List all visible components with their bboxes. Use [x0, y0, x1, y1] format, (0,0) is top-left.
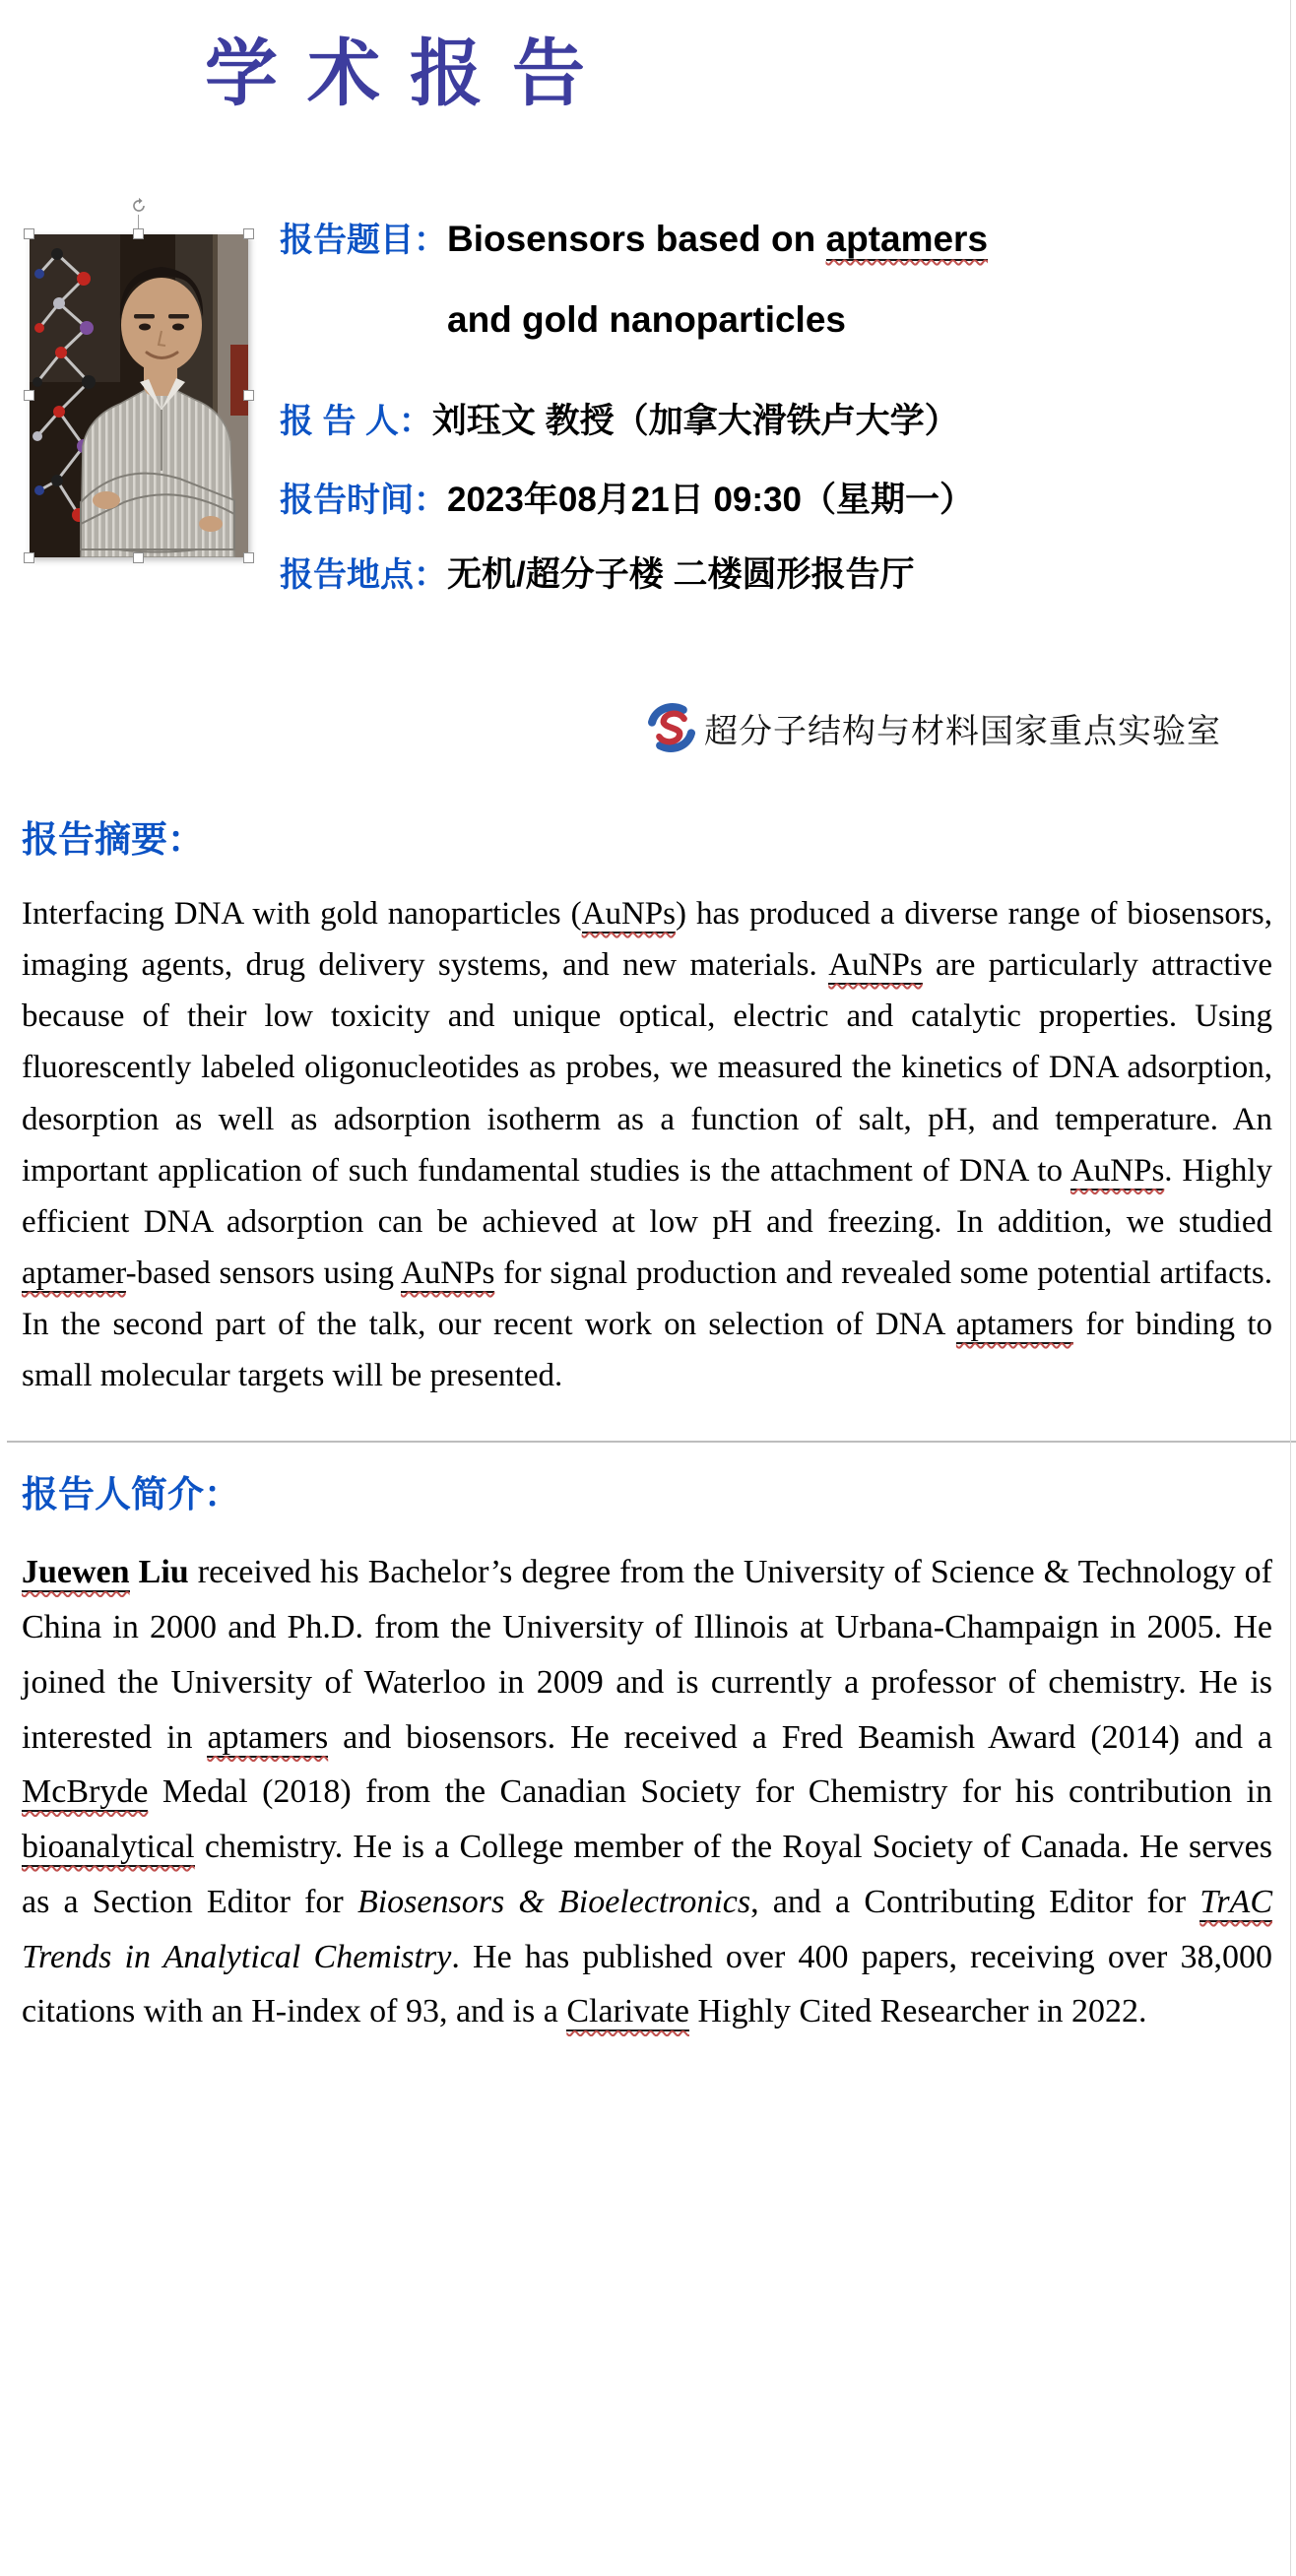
text-segment: [130, 1554, 139, 1590]
photo-column: [0, 211, 248, 597]
abstract-heading: 报告摘要：: [22, 819, 204, 860]
text-segment: McBryde: [22, 1773, 149, 1811]
text-segment: Biosensors & Bioelectronics: [356, 1883, 751, 1920]
lab-logo-icon: [643, 699, 700, 756]
text-segment: TrAC: [1199, 1883, 1273, 1920]
text-segment: and biosensors. He received a Fred Beamish Award (2014) and a: [328, 1718, 1272, 1756]
lab-name: 超分子结构与材料国家重点实验室: [704, 713, 1221, 750]
detail-row-location: [280, 547, 1296, 597]
text-segment: Interfacing DNA with gold nanoparticles (: [22, 896, 582, 932]
text-segment: AuNPs: [400, 1255, 495, 1291]
detail-row-time: [280, 473, 1296, 522]
hero-section: [0, 211, 1296, 597]
detail-row-speaker: [280, 394, 1296, 443]
detail-value-title: [447, 219, 1296, 341]
seminar-details: [248, 211, 1296, 597]
text-segment: received his Bachelor’s degree from the University of Science & Technology of China in 2000 and Ph.D. from the University of Illinois at Urbana-Champaign in 2005. He joined the University of Waterloo in 2009 and is currently a professor of chemistry. He is interested in: [22, 1554, 1272, 1756]
speaker-portrait-image: [30, 234, 248, 557]
title-line-2: and gold nanoparticles: [447, 299, 846, 340]
resize-handle-s[interactable]: [133, 552, 144, 563]
speaker-photo[interactable]: [30, 234, 248, 557]
detail-label-location: 报告地点：: [280, 556, 447, 594]
text-segment: for binding to small molecular targets will be presented.: [22, 1307, 1272, 1394]
text-segment: Liu: [138, 1554, 189, 1591]
page-right-edge: [1290, 0, 1291, 2576]
text-segment: ) has produced a diverse range of biosensors, imaging agents, drug delivery systems, and new materials.: [22, 896, 1273, 984]
text-segment: Medal (2018) from the Canadian Society for Chemistry for his contribution in: [148, 1773, 1272, 1811]
resize-handle-se[interactable]: [243, 552, 254, 563]
title-line-1: [447, 219, 1296, 260]
lab-banner: [0, 699, 1296, 756]
text-segment: Clarivate: [566, 1993, 689, 2030]
text-segment: aptamers: [825, 219, 989, 259]
detail-label-title: 报告题目：: [280, 222, 447, 259]
text-segment: aptamers: [207, 1718, 329, 1756]
text-segment: . He has published over 400 papers, receiving over 38,000 citations with an H-index of 93, and is a: [22, 1938, 1272, 2030]
page-title: 学术报告: [205, 32, 615, 114]
resize-handle-ne[interactable]: [243, 228, 254, 239]
text-segment: aptamer: [22, 1255, 126, 1291]
text-segment: for signal production and revealed some potential artifacts. In the second part of the talk, our recent work on selection of DNA: [22, 1255, 1272, 1342]
detail-row-title: [280, 213, 1296, 341]
text-segment: AuNPs: [1069, 1152, 1165, 1189]
rotation-handle-icon[interactable]: [130, 197, 148, 215]
detail-label-time: 报告时间：: [280, 482, 447, 519]
section-divider: [7, 1441, 1296, 1443]
detail-value-time: 2023年08月21日 09:30（星期一）: [447, 481, 974, 519]
text-segment: , and a Contributing Editor for: [750, 1883, 1200, 1920]
resize-handle-e[interactable]: [243, 390, 254, 401]
text-segment: -based sensors using: [125, 1255, 401, 1291]
resize-handle-nw[interactable]: [24, 228, 34, 239]
resize-handle-n[interactable]: [133, 228, 144, 239]
detail-value-location: 无机/超分子楼 二楼圆形报告厅: [447, 555, 915, 594]
text-segment: bioanalytical: [22, 1829, 195, 1865]
text-segment: Biosensors based on: [447, 219, 826, 259]
text-segment: Trends in Analytical Chemistry: [22, 1938, 452, 1975]
resize-handle-w[interactable]: [24, 390, 34, 401]
text-segment: Highly Cited Researcher in 2022.: [688, 1993, 1147, 2030]
detail-label-speaker: 报 告 人：: [280, 403, 432, 440]
bio-heading: 报告人简介：: [22, 1474, 240, 1515]
text-segment: AuNPs: [828, 947, 923, 984]
text-segment: are particularly attractive because of their low toxicity and unique optical, electric and catalytic properties. Using fluorescently labeled oligonucleotides as probes, we measured the kinetics of DNA adsorption, desorption as well as adsorption isotherm as a function of salt, pH, and temperature. An important application of such fundamental studies is the attachment of DNA to: [22, 947, 1272, 1189]
text-segment: AuNPs: [581, 896, 676, 932]
abstract-text: [22, 888, 1272, 1401]
bio-text: [22, 1545, 1272, 2039]
rotation-handle-stem: [138, 215, 139, 228]
text-segment: aptamers: [955, 1307, 1073, 1342]
text-segment: . Highly efficient DNA adsorption can be achieved at low pH and freezing. In addition, we studied: [22, 1152, 1272, 1240]
text-segment: chemistry. He is a College member of the Royal Society of Canada. He serves as a Section Editor for: [22, 1829, 1272, 1920]
detail-value-speaker: 刘珏文 教授（加拿大滑铁卢大学）: [431, 402, 959, 440]
resize-handle-sw[interactable]: [24, 552, 34, 563]
text-segment: Juewen: [22, 1554, 130, 1591]
